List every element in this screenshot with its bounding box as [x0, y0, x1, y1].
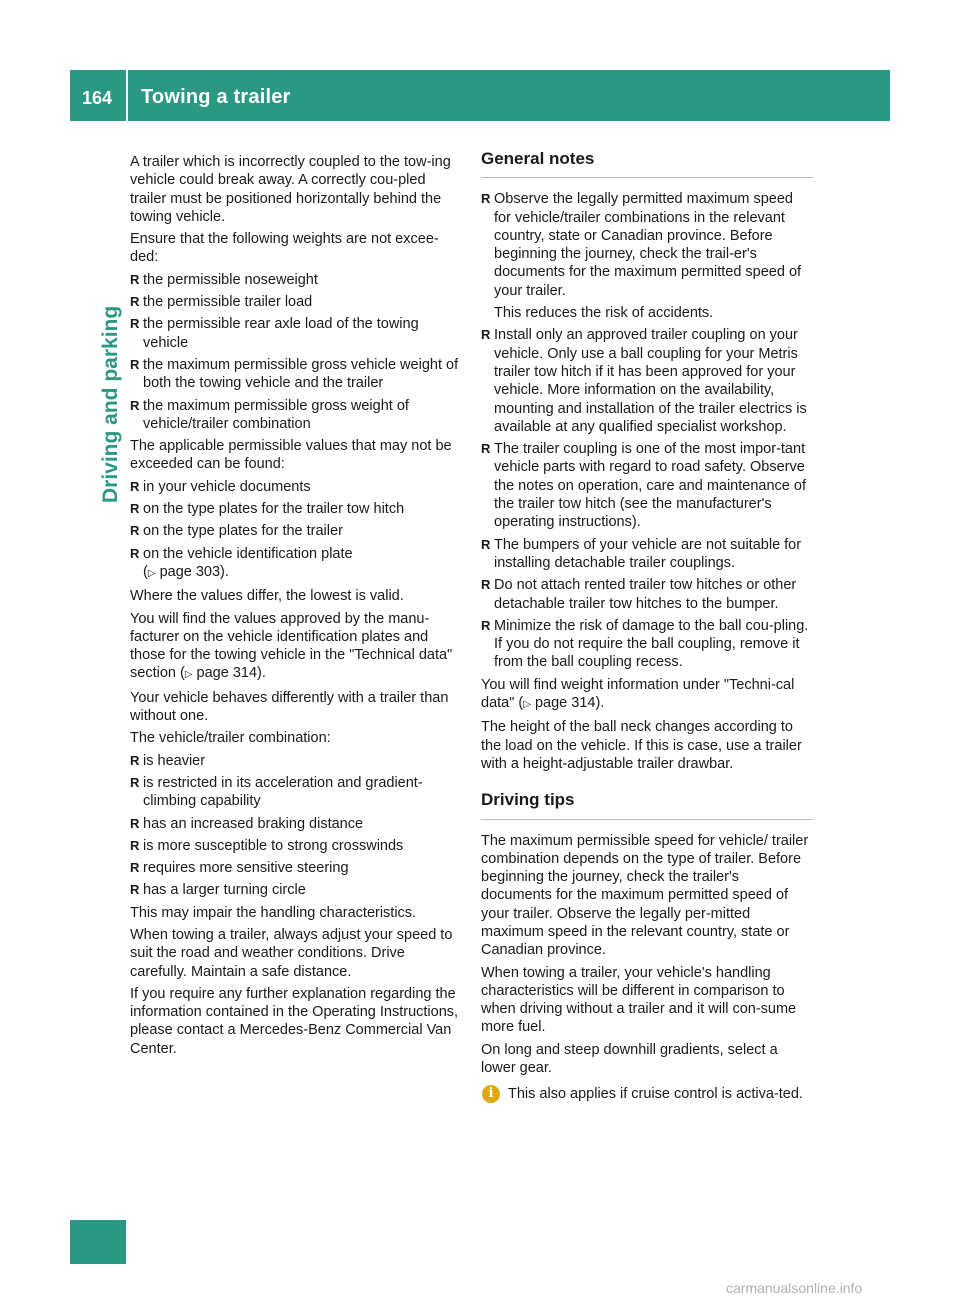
list-item-text: R Observe the legally permitted maximum speed for vehicle/trailer combinations in the relevant country, state or Canadian province. Before beginning the journey, check the trail-er's documents for the maximum permitted speed of your trailer. [494, 191, 802, 299]
list-item: R in your vehicle documents [130, 478, 461, 496]
page-ref-triangle-icon: ▷ [523, 699, 531, 711]
paragraph: If you require any further explanation regarding the information contained in the Operating Instructions, please contact a Mercedes-Benz Commercial Van Center. [130, 985, 459, 1057]
left-column [130, 153, 461, 1062]
list-item: R on the vehicle identification plate (▷ page 303). [130, 545, 461, 584]
list-item: R is heavier [130, 752, 461, 770]
page-reference-link[interactable]: page 314). [534, 695, 605, 712]
paragraph: This may impair the handling characteristics. [130, 904, 417, 921]
page-ref-triangle-icon: ▷ [184, 669, 193, 681]
list-item: R has an increased braking distance [130, 815, 461, 833]
paragraph-text: You will find the values approved by the manu-facturer on the vehicle identification plates and those for the towing vehicle in the "Technical data" section ( [130, 610, 453, 682]
paragraph: On long and steep downhill gradients, select a lower gear. [481, 1041, 778, 1077]
list-item: R the permissible noseweight [130, 271, 461, 289]
paragraph: Ensure that the following weights are not excee-ded: [130, 231, 439, 266]
list-item: R has a larger turning circle [130, 881, 461, 899]
list-item: R on the type plates for the trailer tow hitch [130, 500, 461, 518]
right-column [481, 150, 813, 1104]
list-item: R requires more sensitive steering [130, 859, 461, 877]
sources-list [130, 478, 461, 583]
page-reference-link[interactable]: page 314). [196, 665, 266, 682]
paragraph: The vehicle/trailer combination: [130, 730, 331, 747]
section-marker [70, 1220, 126, 1264]
general-notes-list [481, 190, 813, 671]
paragraph: When towing a trailer, your vehicle's handling characteristics will be different in comparison to when driving without a trailer and it will con-sume more fuel. [481, 964, 797, 1036]
section-side-tab: Driving and parking [99, 305, 122, 503]
page-title: Towing a trailer [141, 86, 291, 108]
weights-list [130, 271, 461, 433]
section-heading-driving-tips: Driving tips [481, 791, 813, 819]
watermark: carmanualsonline.info [726, 1280, 863, 1296]
info-icon: i [482, 1085, 500, 1103]
section-heading-general-notes: General notes [481, 150, 813, 178]
list-item-text: on the vehicle identification plate [143, 545, 353, 562]
paragraph: The maximum permissible speed for vehicle/ trailer combination depends on the type of trailer. Before beginning the journey, check the trailer's documents for the maximum permitted speed of your trailer. Observe the legally per-mitted maximum speed in the relevant country, state or Canadian province. [481, 832, 809, 959]
paragraph: A trailer which is incorrectly coupled to the tow-ing vehicle could break away. A correctly cou-pled trailer must be positioned horizontally behind the towing vehicle. [130, 154, 451, 225]
list-item: R the maximum permissible gross weight of vehicle/trailer combination [130, 397, 461, 434]
paragraph [481, 676, 813, 715]
list-item: R the permissible trailer load [130, 293, 461, 311]
list-item: R on the type plates for the trailer [130, 522, 461, 540]
paragraph: When towing a trailer, always adjust your speed to suit the road and weather conditions. Drive carefully. Maintain a safe distance. [130, 926, 453, 980]
paragraph: Where the values differ, the lowest is valid. [130, 588, 404, 605]
list-item: R the permissible rear axle load of the towing vehicle [130, 315, 461, 352]
list-item: R is more susceptible to strong crosswinds [130, 837, 461, 855]
list-item: R The trailer coupling is one of the most impor-tant vehicle parts with regard to road safety. Observe the notes on operation, care and maintenance of the trailer tow hitch (see the manufacturer's operating instructions). [481, 440, 813, 531]
paragraph: The height of the ball neck changes according to the load on the vehicle. If this is case, use a trailer with a height-adjustable trailer drawbar. [481, 719, 802, 772]
page-ref-triangle-icon: ▷ [147, 567, 156, 579]
combination-list [130, 752, 461, 900]
header-divider [126, 70, 128, 121]
list-item: R is restricted in its acceleration and gradient-climbing capability [130, 774, 461, 811]
list-item: R Minimize the risk of damage to the ball cou-pling. If you do not require the ball coupling, remove it from the ball coupling recess. [481, 617, 813, 672]
list-item-note: This reduces the risk of accidents. [494, 305, 714, 322]
page-number: 164 [82, 88, 113, 108]
list-item [481, 190, 813, 322]
list-item: R Install only an approved trailer coupling on your vehicle. Only use a ball coupling for your Metris trailer tow hitch if it has been approved for your vehicle. More information on the availability, mounting and installation of the trailer electrics is available at any qualified specialist workshop. [481, 326, 813, 436]
list-item: R Do not attach rented trailer tow hitches or other detachable trailer tow hitches to the bumper. [481, 576, 813, 613]
paragraph [130, 610, 461, 685]
list-item: R the maximum permissible gross vehicle weight of both the towing vehicle and the trailer [130, 356, 461, 393]
page-reference-link[interactable]: page 303). [159, 563, 229, 580]
list-item: R The bumpers of your vehicle are not suitable for installing detachable trailer couplings. [481, 536, 813, 573]
info-text: This also applies if cruise control is activa-ted. [508, 1086, 803, 1103]
paragraph-text: You will find weight information under "Techni-cal data" ( [481, 676, 795, 712]
paragraph: The applicable permissible values that may not be exceeded can be found: [130, 438, 452, 473]
paragraph: Your vehicle behaves differently with a trailer than without one. [130, 689, 449, 725]
info-note [481, 1085, 813, 1103]
